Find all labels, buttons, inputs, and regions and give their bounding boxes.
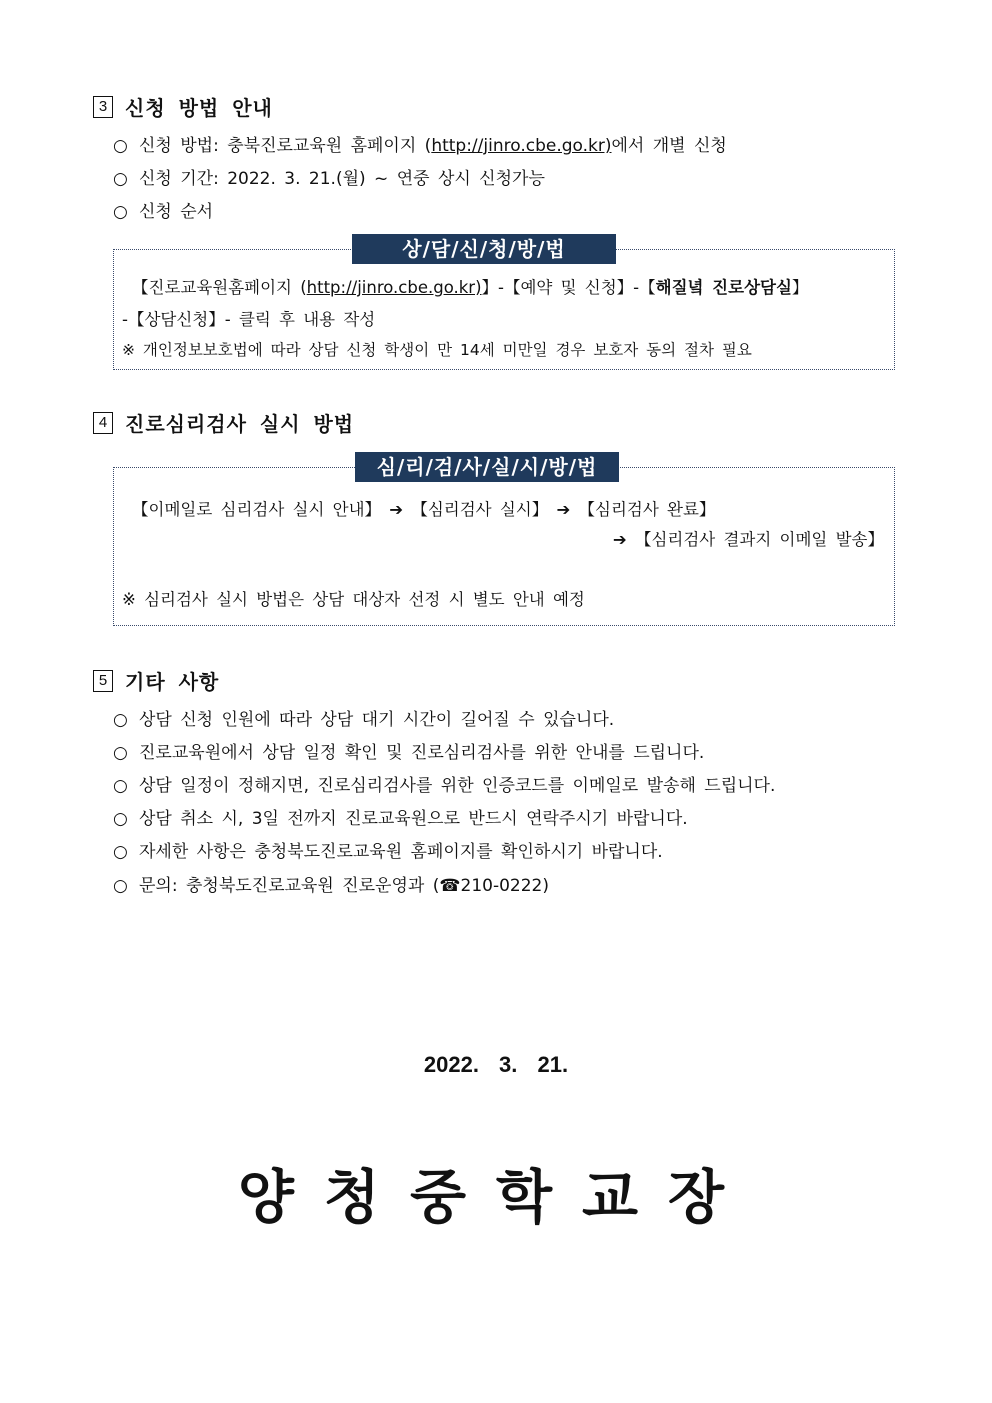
note-text: 상담 취소 시, 3일 전까지 진로교육원으로 반드시 연락주시기 바랍니다. <box>139 809 688 829</box>
counseling-method-title: 상/담/신/청/방/법 <box>352 234 616 264</box>
section-4-title: 진로심리검사 실시 방법 <box>125 412 355 436</box>
period-text: 신청 기간: 2022. 3. 21.(월) ~ 연중 상시 신청가능 <box>139 169 545 189</box>
method-text: 신청 방법: 충북진로교육원 홈페이지 ( <box>139 136 432 156</box>
counseling-step-line-2: -【상담신청】- 클릭 후 내용 작성 <box>122 310 376 329</box>
list-item <box>113 837 663 862</box>
section-5-number: 5 <box>93 670 113 692</box>
section-4-number: 4 <box>93 412 113 434</box>
document-date: 2022. 3. 21. <box>423 1052 569 1077</box>
bullet: ○ <box>113 202 128 222</box>
section-3-heading <box>93 92 273 121</box>
list-item <box>113 771 775 796</box>
list-item <box>113 738 704 763</box>
section-3-number: 3 <box>93 96 113 118</box>
step-bold-text: 해질녘 진로상담실 <box>655 278 792 297</box>
bullet: ○ <box>113 710 128 730</box>
list-item <box>113 804 688 829</box>
bullet: ○ <box>113 876 128 896</box>
counseling-step-line <box>132 274 808 298</box>
section-5-title: 기타 사항 <box>125 670 220 694</box>
test-note: ※ 심리검사 실시 방법은 상담 대상자 선정 시 별도 안내 예정 <box>122 590 585 609</box>
note-text: 진로교육원에서 상담 일정 확인 및 진로심리검사를 위한 안내를 드립니다. <box>139 743 705 763</box>
step-text: 【진로교육원홈페이지 ( <box>132 278 307 297</box>
bullet: ○ <box>113 136 128 156</box>
bullet: ○ <box>113 809 128 829</box>
order-text: 신청 순서 <box>139 202 214 222</box>
bullet: ○ <box>113 169 128 189</box>
list-item <box>113 871 549 896</box>
bullet: ○ <box>113 776 128 796</box>
homepage-link[interactable]: http://jinro.cbe.go.kr) <box>431 136 612 156</box>
test-step-line-1: 【이메일로 심리검사 실시 안내】 ➔ 【심리검사 실시】 ➔ 【심리검사 완료】 <box>132 500 716 519</box>
list-item <box>113 197 213 222</box>
counseling-method-box <box>113 237 895 370</box>
test-method-box <box>113 455 895 626</box>
test-step-line-2: ➔ 【심리검사 결과지 이메일 발송】 <box>612 530 884 549</box>
list-item <box>113 705 614 730</box>
section-4-heading <box>93 408 354 437</box>
step-text: 】-【예약 및 신청】-【 <box>481 278 656 297</box>
note-text: 자세한 사항은 충청북도진로교육원 홈페이지를 확인하시기 바랍니다. <box>139 842 663 862</box>
bullet: ○ <box>113 842 128 862</box>
section-5-heading <box>93 666 219 695</box>
note-text: 상담 신청 인원에 따라 상담 대기 시간이 길어질 수 있습니다. <box>139 710 615 730</box>
list-item <box>113 131 727 156</box>
section-3-title: 신청 방법 안내 <box>125 96 273 120</box>
bullet: ○ <box>113 743 128 763</box>
list-item <box>113 164 545 189</box>
privacy-note: ※ 개인정보보호법에 따라 상담 신청 학생이 만 14세 미만일 경우 보호자 동의 절차 필요 <box>122 341 752 359</box>
method-suffix: 에서 개별 신청 <box>611 136 727 156</box>
school-principal-signature: 양청중학교장 <box>237 1163 755 1231</box>
step-text: 】 <box>791 278 809 297</box>
contact-text: 문의: 충청북도진로교육원 진로운영과 (☎210-0222) <box>139 876 549 896</box>
test-method-title: 심/리/검/사/실/시/방/법 <box>355 452 619 482</box>
jinro-link[interactable]: http://jinro.cbe.go.kr) <box>306 278 482 297</box>
note-text: 상담 일정이 정해지면, 진로심리검사를 위한 인증코드를 이메일로 발송해 드립니다. <box>139 776 776 796</box>
